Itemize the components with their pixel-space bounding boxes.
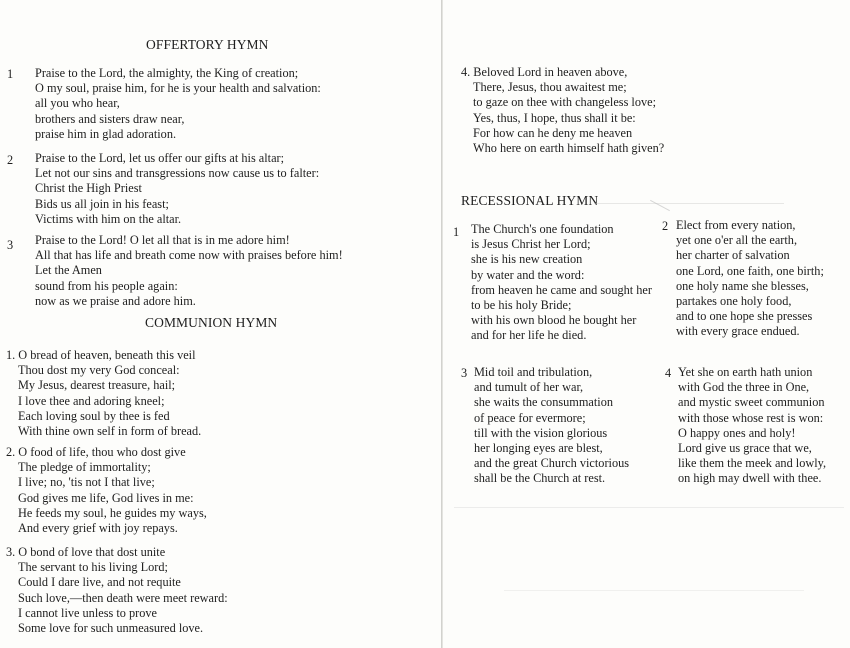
- verse-line: Elect from every nation,: [676, 218, 796, 232]
- page-fold: [441, 0, 443, 648]
- recessional-verse-4-number: 4: [665, 366, 672, 380]
- verse-line: And every grief with joy repays.: [18, 521, 178, 536]
- recessional-verse-2-number: 2: [662, 219, 669, 233]
- verse-line: Let the Amen: [35, 263, 102, 278]
- verse-line: and the great Church victorious: [474, 456, 630, 471]
- verse-line: Could I dare live, and not requite: [18, 575, 181, 590]
- offertory-verse-3-number: 3: [7, 238, 14, 252]
- verse-line: with God the three in One,: [678, 380, 810, 395]
- verse-line: brothers and sisters draw near,: [35, 111, 185, 126]
- verse-line: There, Jesus, thou awaitest me;: [473, 80, 627, 95]
- verse-line: The Church's one foundation: [471, 222, 614, 236]
- verse-line: He feeds my soul, he guides my ways,: [18, 505, 207, 520]
- communion-verse-3: [6, 545, 228, 636]
- verse-line: Some love for such unmeasured love.: [18, 621, 204, 636]
- verse-line: and tumult of her war,: [474, 380, 584, 395]
- verse-line: of peace for evermore;: [474, 410, 586, 425]
- verse-line: from heaven he came and sought her: [471, 282, 652, 297]
- recessional-verse-4: [678, 365, 826, 487]
- verse-line: with his own blood he bought her: [471, 313, 637, 328]
- verse-line: partakes one holy food,: [676, 294, 792, 309]
- verse-line: Each loving soul by thee is fed: [18, 408, 170, 423]
- verse-line: Praise to the Lord! O let all that is in me adore him!: [35, 233, 290, 247]
- verse-line: 4. Beloved Lord in heaven above,: [461, 65, 628, 79]
- scan-noise: [650, 200, 670, 211]
- verse-line: Such love,—then death were meet reward:: [18, 590, 228, 605]
- verse-line: and to one hope she presses: [676, 309, 813, 324]
- offertory-verse-3: [35, 233, 343, 309]
- verse-line: With thine own self in form of bread.: [18, 424, 202, 439]
- verse-line: My Jesus, dearest treasure, hail;: [18, 378, 176, 393]
- verse-line: and mystic sweet communion: [678, 395, 825, 410]
- verse-line: like them the meek and lowly,: [678, 456, 827, 471]
- recessional-hymn-title: RECESSIONAL HYMN: [461, 193, 599, 208]
- scan-noise: [594, 203, 784, 204]
- verse-line: praise him in glad adoration.: [35, 126, 177, 141]
- verse-line: For how can he deny me heaven: [473, 125, 633, 140]
- verse-line: Praise to the Lord, the almighty, the King of creation;: [35, 66, 299, 80]
- verse-line: shall be the Church at rest.: [474, 471, 606, 486]
- verse-line: and for her life he died.: [471, 328, 587, 343]
- verse-line: her longing eyes are blest,: [474, 441, 603, 456]
- communion-verse-2: [6, 445, 207, 536]
- verse-line: Yet she on earth hath union: [678, 365, 813, 379]
- scan-noise: [454, 507, 844, 508]
- verse-line: All that has life and breath come now with praises before him!: [35, 248, 343, 263]
- offertory-verse-2-number: 2: [7, 153, 14, 167]
- recessional-verse-2: [676, 218, 824, 340]
- verse-line: Who here on earth himself hath given?: [473, 141, 665, 156]
- verse-line: Victims with him on the altar.: [35, 211, 182, 226]
- offertory-verse-1-number: 1: [7, 67, 14, 81]
- verse-line: O happy ones and holy!: [678, 425, 796, 440]
- verse-line: is Jesus Christ her Lord;: [471, 237, 591, 252]
- verse-line: yet one o'er all the earth,: [676, 233, 798, 248]
- verse-line: I live; no, 'tis not I that live;: [18, 475, 155, 490]
- verse-line: now as we praise and adore him.: [35, 293, 196, 308]
- verse-line: 2. O food of life, thou who dost give: [6, 445, 186, 459]
- verse-line: one holy name she blesses,: [676, 278, 809, 293]
- verse-line: she waits the consummation: [474, 395, 614, 410]
- verse-line: 3. O bond of love that dost unite: [6, 545, 166, 559]
- verse-line: Praise to the Lord, let us offer our gifts at his altar;: [35, 151, 285, 165]
- recessional-verse-3: [474, 365, 629, 487]
- verse-line: all you who hear,: [35, 96, 120, 111]
- verse-line: her charter of salvation: [676, 248, 790, 263]
- verse-line: one Lord, one faith, one birth;: [676, 263, 824, 278]
- offertory-verse-2: [35, 151, 319, 227]
- verse-line: Bids us all join in his feast;: [35, 196, 169, 211]
- offertory-hymn-title: OFFERTORY HYMN: [146, 37, 269, 52]
- verse-line: Let not our sins and transgressions now cause us to falter:: [35, 166, 320, 181]
- verse-line: Lord give us grace that we,: [678, 441, 812, 456]
- verse-line: The pledge of immortality;: [18, 460, 151, 475]
- verse-line: Mid toil and tribulation,: [474, 365, 593, 379]
- communion-verse-4: [461, 65, 664, 156]
- recessional-verse-1-number: 1: [453, 225, 460, 239]
- verse-line: sound from his people again:: [35, 278, 178, 293]
- verse-line: Thou dost my very God conceal:: [18, 363, 180, 378]
- recessional-verse-1: [471, 222, 652, 344]
- verse-line: Yes, thus, I hope, thus shall it be:: [473, 110, 636, 125]
- verse-line: God gives me life, God lives in me:: [18, 490, 194, 505]
- verse-line: with those whose rest is won:: [678, 410, 824, 425]
- verse-line: I cannot live unless to prove: [18, 605, 157, 620]
- offertory-verse-1: [35, 66, 321, 142]
- verse-line: by water and the word:: [471, 267, 585, 282]
- communion-hymn-title: COMMUNION HYMN: [145, 315, 278, 330]
- verse-line: I love thee and adoring kneel;: [18, 393, 165, 408]
- verse-line: 1. O bread of heaven, beneath this veil: [6, 348, 196, 362]
- scan-noise: [504, 590, 804, 591]
- verse-line: O my soul, praise him, for he is your health and salvation:: [35, 81, 321, 96]
- recessional-verse-3-number: 3: [461, 366, 468, 380]
- verse-line: with every grace endued.: [676, 324, 800, 339]
- right-page: [444, 0, 850, 648]
- communion-verse-1: [6, 348, 201, 439]
- verse-line: to gaze on thee with changeless love;: [473, 95, 657, 110]
- verse-line: on high may dwell with thee.: [678, 471, 822, 486]
- verse-line: to be his holy Bride;: [471, 298, 572, 313]
- verse-line: The servant to his living Lord;: [18, 560, 168, 575]
- verse-line: Christ the High Priest: [35, 181, 142, 196]
- verse-line: she is his new creation: [471, 252, 583, 267]
- verse-line: till with the vision glorious: [474, 425, 608, 440]
